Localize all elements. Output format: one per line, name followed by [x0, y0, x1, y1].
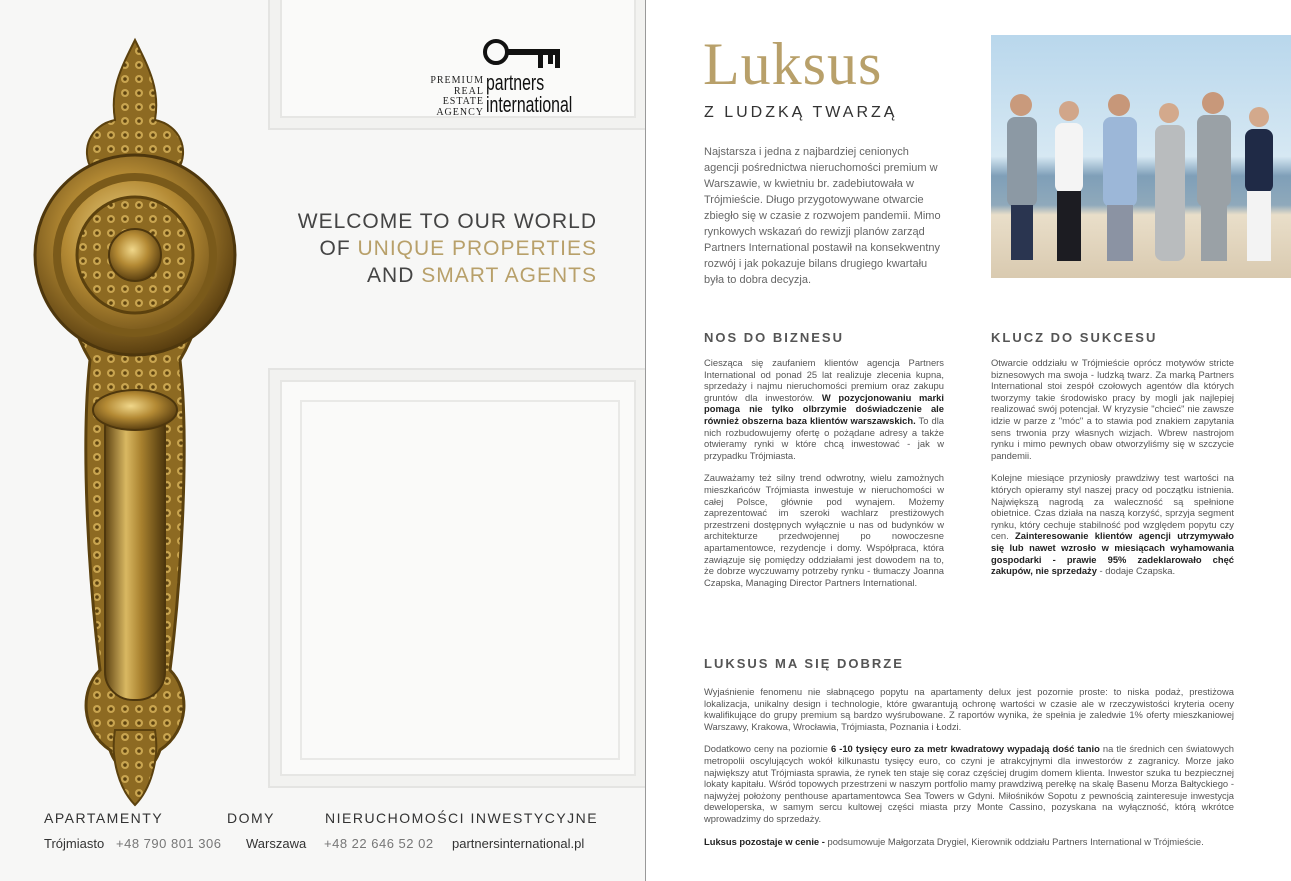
logo-wordmark-line: international [486, 92, 573, 117]
section-body [991, 357, 1234, 588]
welcome-line-1: WELCOME TO OUR WORLD [297, 210, 597, 233]
logo-tagline-line: ESTATE [442, 96, 484, 107]
left-page [0, 0, 645, 881]
welcome-highlight: SMART AGENTS [421, 264, 597, 287]
logo-wordmark-line: partners [486, 70, 545, 95]
logo-tagline [422, 76, 484, 118]
logo-tagline-line: PREMIUM [430, 75, 484, 86]
paragraph [704, 357, 944, 461]
city-label: Trójmiasto [44, 836, 105, 851]
section-heading: KLUCZ DO SUKCESU [991, 330, 1158, 345]
category-houses: DOMY [227, 810, 275, 826]
page-divider [645, 0, 646, 881]
body-emphasis: W pozycjonowaniu marki pomaga nie tylko olbrzymie doświadczenie ale również obszerna baza klientów warszawskich. [704, 391, 944, 426]
paragraph: Wyjaśnienie fenomenu nie słabnącego popytu na apartamenty delux jest pozornie proste: to niska podaż, prestiżowa lokalizacja, unikalny design i technologie, które gwarantują ochronę wartości w czasie ale w rzeczywistości kryteria oceny kwalifikujące do grupy premium są bardzo wyśrubowane. Z raportów wynika, że spełnia je zaledwie 1% oferty mieszkaniowej Warszawy, Krakowa, Wrocławia, Trójmiasta, Poznania i Łodzi. [704, 686, 1234, 732]
phone-number[interactable]: +48 790 801 306 [116, 836, 222, 851]
city-label: Warszawa [246, 836, 307, 851]
body-text: Kolejne miesiące przyniosły prawdziwy test wartości na których opieramy styl naszej pracy od początku istnienia. Największą nagrodą za waleczność są spełnione obietnice. Czas działa na naszą korzyść, sprzyja segment rynku, który cechuje stabilność pod względem popytu czy cen. [991, 472, 1234, 542]
body-text: - dodaje Czapska. [1096, 565, 1176, 577]
body-text: Dodatkowo ceny na poziomie [704, 743, 831, 755]
phone-number[interactable]: +48 22 646 52 02 [324, 836, 434, 851]
welcome-text: OF [319, 237, 358, 260]
website-link[interactable]: partnersinternational.pl [452, 836, 585, 851]
section-heading: LUKSUS MA SIĘ DOBRZE [704, 656, 904, 671]
section-body [704, 686, 1234, 858]
welcome-text: AND [367, 264, 422, 287]
welcome-line-3 [298, 262, 597, 289]
logo-tagline-line: AGENCY [436, 106, 484, 118]
door-panel-inner [300, 400, 620, 760]
welcome-line-2 [298, 235, 597, 262]
body-text: Ciesząca się zaufaniem klientów agencja Partners International od ponad 25 lat realizuje zlecenia kupna, sprzedaży i najmu nieruchomości premium oraz zakupu gruntów dla inwestorów. [704, 357, 944, 403]
paragraph [991, 472, 1234, 576]
welcome-highlight: UNIQUE PROPERTIES [357, 237, 597, 260]
logo-wordmark [486, 72, 572, 116]
body-text: To dla nich rozbudowujemy ofertę o pożądane adresy a także otwieramy rynki w które chcą inwestować - jak w przypadku Trójmiasta. [704, 414, 944, 461]
paragraph: Zauważamy też silny trend odwrotny, wielu zamożnych mieszkańców Trójmiasta inwestuje w nieruchomości w całej Polsce, głównie pod wynajem. Możemy zaprezentować im szeroki wachlarz prestiżowych przestrzeni dostępnych wyłącznie u nas od budynków w architekturze przedwojennej po nowoczesne apartamentowce, rezydencje i domy. Współpraca, która zawiązuje się pomiędzy oddziałami jest dowodem na to, że dobrze wyczuwamy potrzeby rynku - tłumaczy Joanna Czapska, Managing Director Partners International. [704, 472, 944, 588]
article-subheadline: Z LUDZKĄ TWARZĄ [704, 104, 898, 121]
section-body [704, 357, 944, 599]
team-photo [991, 35, 1291, 278]
body-emphasis: Zainteresowanie klientów agencji utrzymywało się lub nawet wzrosło w miesiącach wyhamowania gospodarki - prawie 95% zadeklarowało chęć zakupów, nie sprzedaży [991, 530, 1234, 577]
paragraph: Otwarcie oddziału w Trójmieście oprócz motywów stricte biznesowych ma swoja - ludzką twarz. Za marką Partners International stoi zespół czołowych agentów dla których tworzymy takie środowisko pracy by mogli jak najlepiej realizować swój potencjał. W kryzysie "chcieć" nie zawsze idzie w parze z "móc" a to stawia pod znakiem zapytania sens trwonia przy własnych wizjach. Wbrew nastrojom rynku i mimo pewnych obaw otworzyliśmy się w szczycie pandemii. [991, 357, 1234, 461]
category-investment: NIERUCHOMOŚCI INWESTYCYJNE [325, 810, 599, 826]
door-handle-image [20, 30, 250, 810]
category-apartments: APARTAMENTY [44, 810, 164, 826]
article-headline: Luksus [703, 31, 883, 97]
body-text: podsumowuje Małgorzata Drygiel, Kierownik oddziału Partners International w Trójmieście. [824, 835, 1204, 847]
key-icon [482, 38, 562, 72]
body-emphasis: Luksus pozostaje w cenie - [704, 835, 825, 847]
body-text: na tle średnich cen światowych metropolii oscylujących wokół kilkunastu tysięcy euro, co czyni je atrakcyjnymi dla inwestorów z zagranicy. Morze jako największy atut Trójmiasta sprawia, że rynek ten staje się coraz częściej drugim domem klienta. Inwestor szuka tu bezpiecznej lokaty kapitału. Wśród topowych przestrzeni w naszym portfolio mamy prawdziwą perełkę na skalę Basenu Morza Bałtyckiego - najwyżej położony penthouse apartamentowca Sea Towers w Gdyni. Miłośników Sopotu z pewnością zainteresuje inwestycja deweloperska, w samym sercu kultowej części miasta przy Monte Cassino, pozyskana na wyłączność, którą wkrótce wprowadzimy do sprzedaży. [704, 743, 1234, 824]
welcome-slogan [298, 208, 597, 289]
section-heading: NOS DO BIZNESU [704, 330, 844, 345]
logo-tagline-line: REAL [453, 85, 484, 97]
paragraph [704, 836, 1234, 848]
partners-international-logo [422, 38, 602, 122]
body-emphasis: 6 -10 tysięcy euro za metr kwadratowy wypadają dość tanio [830, 743, 1100, 755]
article-intro: Najstarsza i jedna z najbardziej cenionych agencji pośrednictwa nieruchomości premium w Warszawie, w kwietniu br. zadebiutowała w Trójmieście. Długo przygotowywane otwarcie zbiegło się w czasie z rozwojem pandemii. Mimo rynkowych wskazań do rewizji planów zarząd Partners International postawił na konsekwentny rozwój i jak pokazuje bilans drugiego kwartału była to dobra decyzja. [704, 146, 941, 286]
paragraph [704, 743, 1234, 824]
